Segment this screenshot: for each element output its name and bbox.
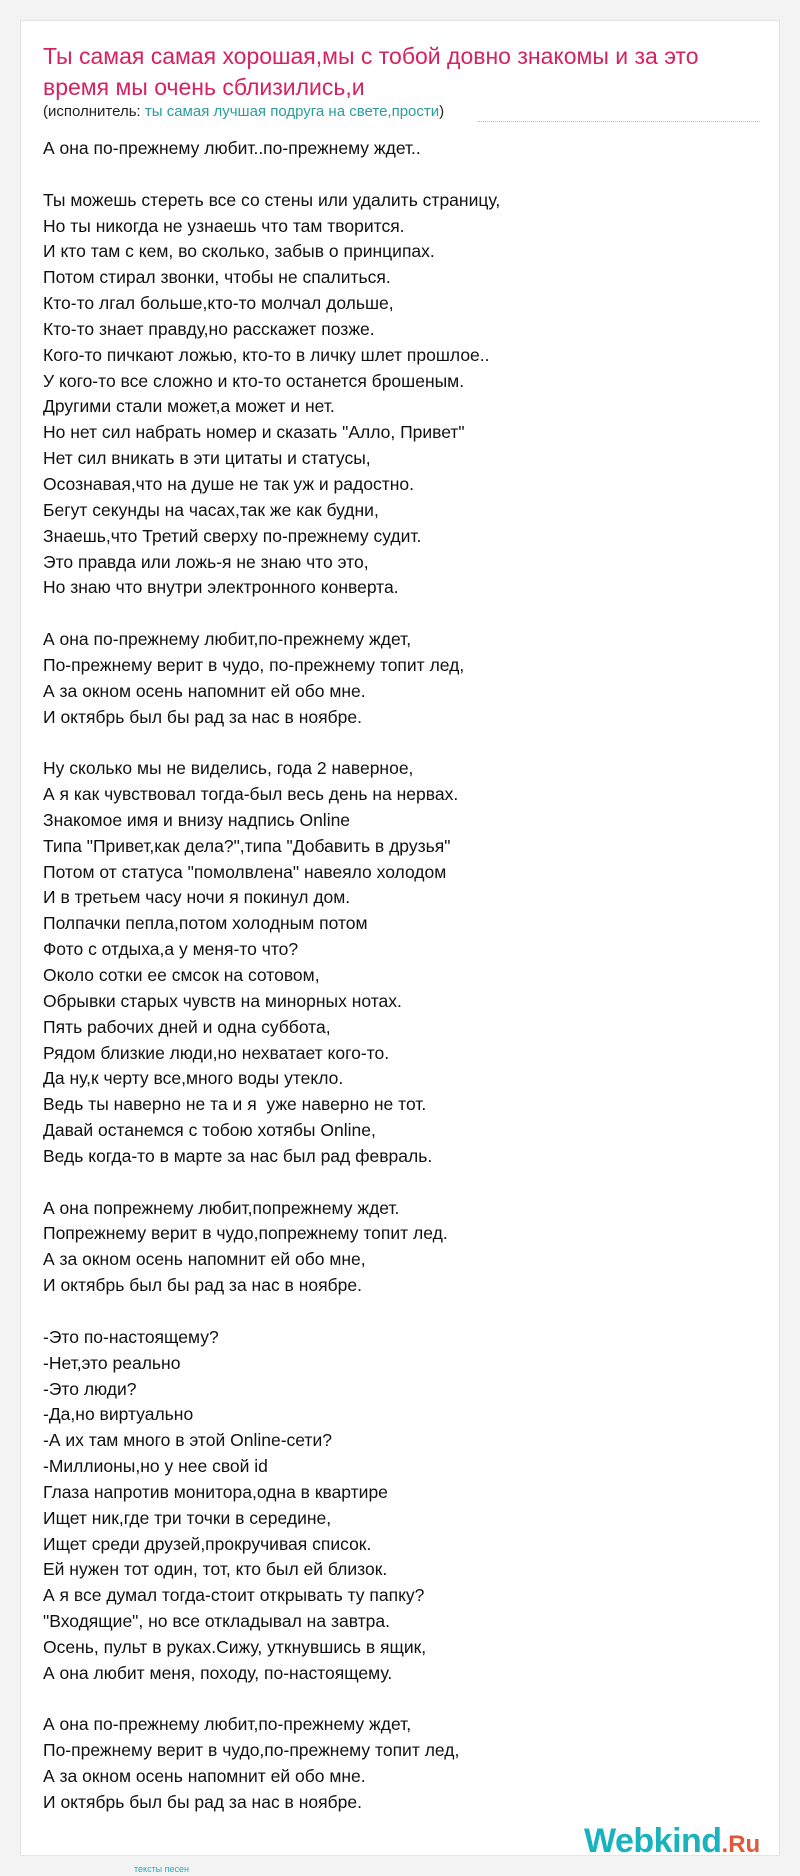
lyric-line: -Да,но виртуально bbox=[43, 1404, 194, 1425]
lyric-line: Знакомое имя и внизу надпись Online bbox=[43, 809, 351, 830]
lyric-line: А она по-прежнему любит,по-прежнему ждет, bbox=[43, 629, 412, 650]
webkind-logo[interactable] bbox=[584, 1822, 760, 1861]
logo-main-text: Webkind bbox=[584, 1822, 722, 1860]
lyric-line: И кто там с кем, во сколько, забыв о принципах. bbox=[43, 241, 435, 262]
lyric-line: Кого-то пичкают ложью, кто-то в личку шлет прошлое.. bbox=[43, 344, 490, 365]
lyric-line: Ведь когда-то в марте за нас был рад февраль. bbox=[43, 1145, 433, 1166]
lyric-line: И в третьем часу ночи я покинул дом. bbox=[43, 887, 351, 908]
artist-line bbox=[43, 103, 444, 120]
lyric-line: А за окном осень напомнит ей обо мне, bbox=[43, 1249, 366, 1270]
lyric-line: А она любит меня, походу, по-настоящему. bbox=[43, 1662, 393, 1683]
lyric-line: Пять рабочих дней и одна суббота, bbox=[43, 1016, 331, 1037]
lyric-line bbox=[43, 730, 743, 756]
lyric-line: Кто-то лгал больше,кто-то молчал дольше, bbox=[43, 293, 394, 314]
lyric-line: Бегут секунды на часах,так же как будни, bbox=[43, 499, 379, 520]
lyrics-text bbox=[43, 136, 743, 1816]
lyric-line: Рядом близкие люди,но нехватает кого-то. bbox=[43, 1042, 390, 1063]
lyric-line: Кто-то знает правду,но расскажет позже. bbox=[43, 318, 375, 339]
lyric-line: По-прежнему верит в чудо,по-прежнему топит лед, bbox=[43, 1740, 460, 1761]
lyric-line: Осознавая,что на душе не так уж и радостно. bbox=[43, 473, 414, 494]
lyric-line: Ей нужен тот один, тот, кто был ей близок. bbox=[43, 1559, 388, 1580]
lyric-line: Фото с отдыха,а у меня-то что? bbox=[43, 939, 299, 960]
lyric-line: Попрежнему верит в чудо,попрежнему топит лед. bbox=[43, 1223, 448, 1244]
lyric-line: Ведь ты наверно не та и я уже наверно не тот. bbox=[43, 1094, 427, 1115]
lyric-line: -А их там много в этой Online-сети? bbox=[43, 1430, 332, 1451]
lyric-line: А за окном осень напомнит ей обо мне. bbox=[43, 680, 366, 701]
lyric-line: А она по-прежнему любит,по-прежнему ждет, bbox=[43, 1714, 412, 1735]
logo-tagline: тексты песен bbox=[134, 1864, 190, 1874]
logo-tld-text: .Ru bbox=[721, 1831, 761, 1858]
lyric-line: Ну сколько мы не виделись, года 2 наверное, bbox=[43, 758, 414, 779]
lyric-line bbox=[43, 1299, 743, 1325]
lyric-line: А за окном осень напомнит ей обо мне. bbox=[43, 1766, 366, 1787]
lyric-line: А я все думал тогда-стоит открывать ту папку? bbox=[43, 1585, 425, 1606]
lyric-line: Давай останемся с тобою хотябы Online, bbox=[43, 1120, 376, 1141]
artist-link[interactable]: ты самая лучшая подруга на свете,прости bbox=[144, 103, 440, 120]
lyric-line: И октябрь был бы рад за нас в ноябре. bbox=[43, 1792, 362, 1812]
lyric-line bbox=[43, 1687, 743, 1713]
lyric-line: -Это люди? bbox=[43, 1378, 137, 1399]
lyric-line: Около сотки ее смсок на сотовом, bbox=[43, 965, 320, 985]
lyric-line: Ищет среди друзей,прокручивая список. bbox=[43, 1533, 372, 1554]
lyric-line: И октябрь был бы рад за нас в ноябре. bbox=[43, 1275, 362, 1296]
lyric-line: Ты можешь стереть все со стены или удалить страницу, bbox=[43, 189, 501, 210]
lyric-line: Глаза напротив монитора,одна в квартире bbox=[43, 1481, 388, 1502]
lyric-line: Ищет ник,где три точки в середине, bbox=[43, 1507, 332, 1528]
lyric-line: Осень, пульт в руках.Сижу, уткнувшись в ящик, bbox=[43, 1636, 427, 1657]
lyric-line: Но нет сил набрать номер и сказать "Алло, Привет" bbox=[43, 422, 465, 443]
lyric-line: Но знаю что внутри электронного конверта. bbox=[43, 577, 399, 598]
lyric-line: У кого-то все сложно и кто-то останется брошеным. bbox=[43, 370, 465, 391]
lyric-line: -Это по-настоящему? bbox=[43, 1326, 219, 1347]
lyric-line: Типа "Привет,как дела?",типа "Добавить в друзья" bbox=[43, 835, 451, 856]
lyric-line: Полпачки пепла,потом холодным потом bbox=[43, 913, 368, 934]
lyric-line: А я как чувствовал тогда-был весь день на нервах. bbox=[43, 784, 459, 805]
lyric-line: Нет сил вникать в эти цитаты и статусы, bbox=[43, 448, 371, 469]
lyric-line: Потом от статуса "помолвлена" навеяло холодом bbox=[43, 861, 447, 882]
lyric-line: Но ты никогда не узнаешь что там творится. bbox=[43, 215, 405, 236]
lyric-line bbox=[43, 162, 743, 188]
lyric-line: "Входящие", но все откладывал на завтра. bbox=[43, 1611, 390, 1632]
lyric-line: Да ну,к черту все,много воды утекло. bbox=[43, 1068, 344, 1089]
artist-prefix: (исполнитель: bbox=[43, 103, 145, 120]
title-divider bbox=[478, 121, 760, 122]
artist-suffix: ) bbox=[439, 103, 445, 120]
lyric-line: -Миллионы,но у нее свой id bbox=[43, 1456, 268, 1477]
lyric-line: А она по-прежнему любит..по-прежнему ждет.. bbox=[43, 138, 421, 158]
lyric-line: Обрывки старых чувств на минорных нотах. bbox=[43, 990, 402, 1011]
lyric-line bbox=[43, 1170, 743, 1196]
lyric-line: Знаешь,что Третий сверху по-прежнему судит. bbox=[43, 525, 422, 546]
lyric-line: По-прежнему верит в чудо, по-прежнему топит лед, bbox=[43, 654, 465, 675]
lyric-line: Потом стирал звонки, чтобы не спалиться. bbox=[43, 267, 391, 288]
song-title: Ты самая самая хорошая,мы с тобой довно знакомы и за это время мы очень сблизились,и bbox=[43, 43, 699, 100]
lyric-line: -Нет,это реально bbox=[43, 1352, 181, 1373]
lyric-line: Другими стали может,а может и нет. bbox=[43, 396, 335, 417]
lyric-line: А она попрежнему любит,попрежнему ждет. bbox=[43, 1197, 400, 1218]
lyric-line: И октябрь был бы рад за нас в ноябре. bbox=[43, 706, 362, 727]
lyric-line: Это правда или ложь-я не знаю что это, bbox=[43, 551, 369, 572]
lyric-line bbox=[43, 601, 743, 627]
